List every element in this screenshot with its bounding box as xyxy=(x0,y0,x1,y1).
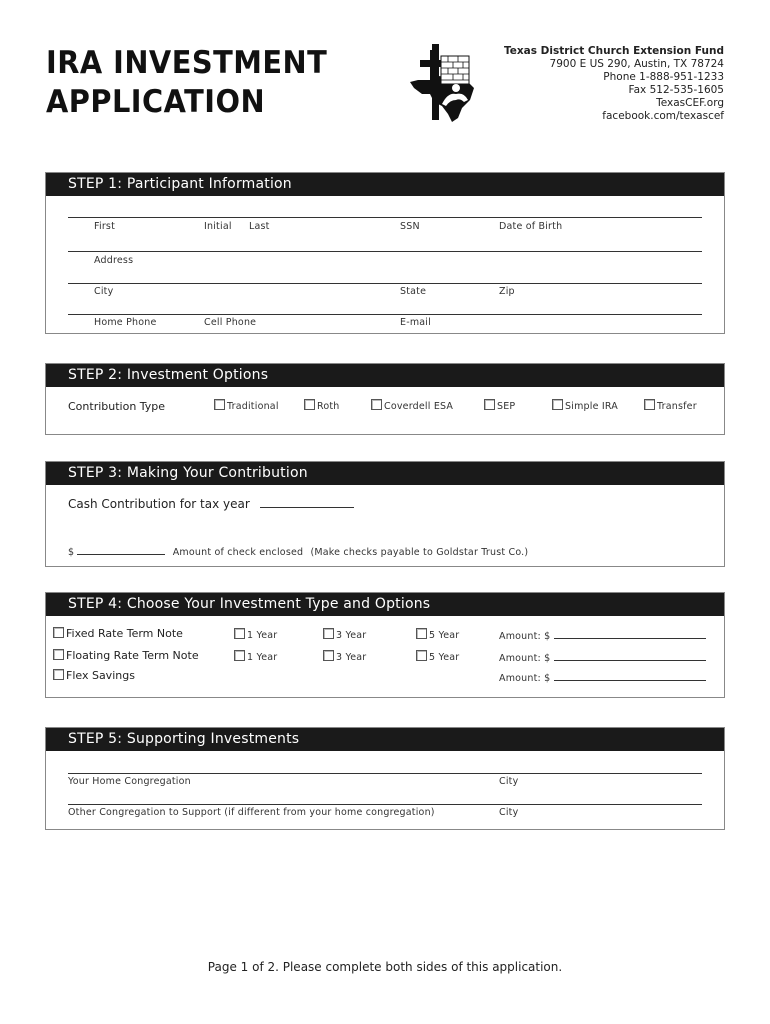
cash-contribution-label: Cash Contribution for tax year xyxy=(68,497,354,511)
first-name-label: First xyxy=(94,221,115,232)
floating-rate-option[interactable]: Floating Rate Term Note xyxy=(53,649,199,662)
org-phone: Phone 1-888-951-1233 xyxy=(603,71,724,83)
other-congregation-label: Other Congregation to Support (if different from your home congregation) xyxy=(68,807,435,818)
checkbox[interactable] xyxy=(53,669,64,680)
other-congregation-line[interactable] xyxy=(68,804,702,805)
checkbox[interactable] xyxy=(304,399,315,410)
home-congregation-label: Your Home Congregation xyxy=(68,776,191,787)
org-facebook: facebook.com/texascef xyxy=(602,110,724,122)
last-name-label: Last xyxy=(249,221,270,232)
checkbox[interactable] xyxy=(323,650,334,661)
option-roth[interactable]: Roth xyxy=(304,399,340,412)
fixed-3-year[interactable]: 3 Year xyxy=(323,628,366,641)
flex-amount: Amount: $ xyxy=(499,671,706,684)
cell-phone-label: Cell Phone xyxy=(204,317,257,328)
option-sep[interactable]: SEP xyxy=(484,399,515,412)
fixed-1-year[interactable]: 1 Year xyxy=(234,628,277,641)
checkbox[interactable] xyxy=(644,399,655,410)
checkbox[interactable] xyxy=(416,628,427,639)
flex-savings-option[interactable]: Flex Savings xyxy=(53,669,135,682)
step4-section xyxy=(45,592,725,698)
floating-amount-field[interactable] xyxy=(554,651,706,661)
step3-header: STEP 3: Making Your Contribution xyxy=(46,462,724,485)
fixed-5-year[interactable]: 5 Year xyxy=(416,628,459,641)
floating-3-year[interactable]: 3 Year xyxy=(323,650,366,663)
page-footer: Page 1 of 2. Please complete both sides of this application. xyxy=(207,960,563,974)
step5-header: STEP 5: Supporting Investments xyxy=(46,728,724,751)
checkbox[interactable] xyxy=(552,399,563,410)
checkbox[interactable] xyxy=(53,649,64,660)
org-name: Texas District Church Extension Fund xyxy=(504,45,724,57)
city-label: City xyxy=(94,286,114,297)
step1-header: STEP 1: Participant Information xyxy=(46,173,724,196)
state-label: State xyxy=(400,286,427,297)
org-fax: Fax 512-535-1605 xyxy=(628,84,724,96)
other-city-label: City xyxy=(499,807,519,818)
tax-year-field[interactable] xyxy=(260,498,354,508)
address-label: Address xyxy=(94,255,134,266)
step4-header: STEP 4: Choose Your Investment Type and Options xyxy=(46,593,724,616)
fixed-amount: Amount: $ xyxy=(499,629,706,642)
title-line-1: IRA INVESTMENT xyxy=(46,45,328,81)
checkbox[interactable] xyxy=(323,628,334,639)
checkbox[interactable] xyxy=(53,627,64,638)
flex-amount-field[interactable] xyxy=(554,671,706,681)
home-phone-label: Home Phone xyxy=(94,317,157,328)
ssn-label: SSN xyxy=(400,221,420,232)
checkbox[interactable] xyxy=(484,399,495,410)
step3-section xyxy=(45,461,725,567)
home-congregation-line[interactable] xyxy=(68,773,702,774)
page-title xyxy=(46,44,327,122)
row1-line[interactable] xyxy=(68,217,702,218)
initial-label: Initial xyxy=(204,221,232,232)
floating-1-year[interactable]: 1 Year xyxy=(234,650,277,663)
option-coverdell-esa[interactable]: Coverdell ESA xyxy=(371,399,453,412)
org-address: 7900 E US 290, Austin, TX 78724 xyxy=(549,58,724,70)
organization-contact xyxy=(504,45,724,123)
checkbox[interactable] xyxy=(214,399,225,410)
step2-section xyxy=(45,363,725,435)
checkbox[interactable] xyxy=(234,628,245,639)
fixed-amount-field[interactable] xyxy=(554,629,706,639)
home-city-label: City xyxy=(499,776,519,787)
zip-label: Zip xyxy=(499,286,515,297)
checkbox[interactable] xyxy=(416,650,427,661)
texas-cross-logo xyxy=(408,44,480,124)
title-line-2: APPLICATION xyxy=(46,84,266,120)
check-amount-field[interactable] xyxy=(77,545,165,555)
row3-line[interactable] xyxy=(68,283,702,284)
floating-5-year[interactable]: 5 Year xyxy=(416,650,459,663)
check-amount-row: $ Amount of check enclosed (Make checks payable to Goldstar Trust Co.) xyxy=(68,547,529,558)
floating-amount: Amount: $ xyxy=(499,651,706,664)
option-simple-ira[interactable]: Simple IRA xyxy=(552,399,618,412)
checkbox[interactable] xyxy=(234,650,245,661)
dob-label: Date of Birth xyxy=(499,221,563,232)
contribution-type-label: Contribution Type xyxy=(68,400,166,413)
step1-section xyxy=(45,172,725,334)
step5-section xyxy=(45,727,725,830)
email-label: E-mail xyxy=(400,317,431,328)
option-transfer[interactable]: Transfer xyxy=(644,399,697,412)
step2-header: STEP 2: Investment Options xyxy=(46,364,724,387)
row2-line[interactable] xyxy=(68,251,702,252)
fixed-rate-option[interactable]: Fixed Rate Term Note xyxy=(53,627,183,640)
option-traditional[interactable]: Traditional xyxy=(214,399,279,412)
row4-line[interactable] xyxy=(68,314,702,315)
checkbox[interactable] xyxy=(371,399,382,410)
org-website: TexasCEF.org xyxy=(656,97,724,109)
